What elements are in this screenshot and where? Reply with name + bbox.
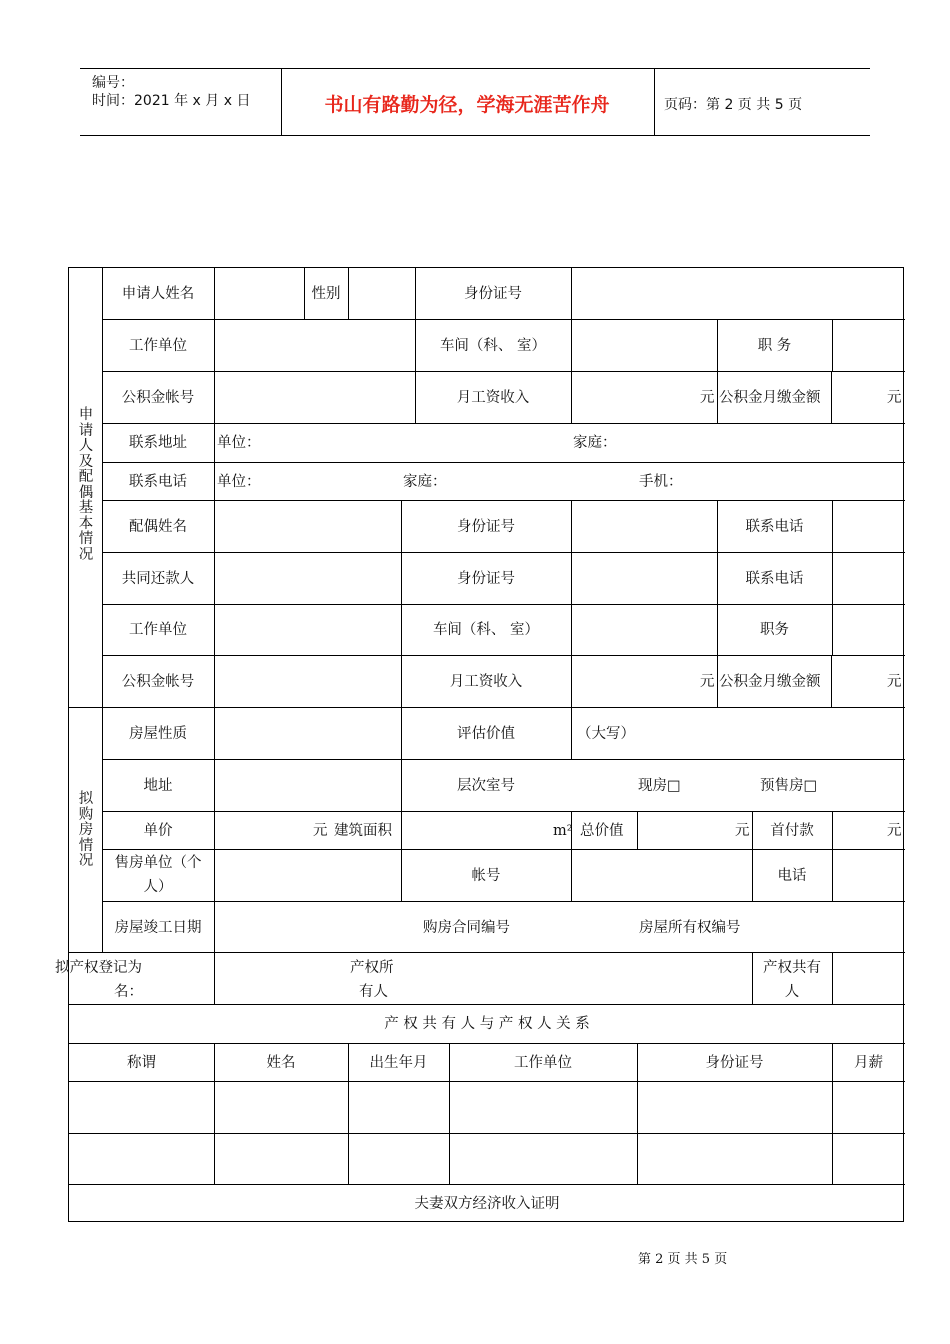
relations-title: 产 权 共 有 人 与 产 权 人 关 系 [384,1016,590,1032]
account-label: 帐号 [471,868,501,884]
workshop-label: 车间（科、 室） [439,338,547,354]
application-form [55,267,904,1222]
gender-label: 性别 [311,286,341,302]
col-title-relation: 称谓 [127,1055,156,1071]
fund-monthly-label: 公积金月缴金额 [719,390,821,406]
col-title-work-unit: 工作单位 [514,1055,572,1071]
section-house-title: 拟购房情况 [78,791,94,869]
contract-no-label: 购房合同编号 [423,920,510,936]
floor-area-label: 建筑面积 [334,823,392,839]
existing-house-checkbox[interactable]: 现房□ [638,778,681,794]
page-code: 页码：第 2 页 共 5 页 [664,97,803,113]
total-value-unit: 元 [735,823,750,839]
mobile-label: 手机： [639,474,683,490]
spouse-name-label: 配偶姓名 [129,519,187,535]
register-label-line2: 名： [114,984,143,1000]
co-repayer-label: 共同还款人 [121,571,195,587]
floor-room-label: 层次室号 [457,778,515,794]
co-fund-monthly-unit: 元 [887,674,902,690]
col-title-name: 姓名 [266,1055,296,1071]
co-fund-monthly-label: 公积金月缴金额 [719,674,821,690]
fund-account-label: 公积金帐号 [121,390,195,406]
co-work-unit-label: 工作单位 [129,622,187,638]
seller-phone-label: 电话 [777,868,807,884]
seller-label-line1: 售房单位（个 [114,855,202,871]
section-applicant-title: 申请人及配偶基本情况 [78,407,94,563]
co-monthly-salary-label: 月工资收入 [449,674,523,690]
ownership-no-label: 房屋所有权编号 [639,920,741,936]
col-title-birth: 出生年月 [369,1055,428,1071]
work-unit-label: 工作单位 [129,338,187,354]
fund-monthly-unit: 元 [887,390,902,406]
co-owner-label-line1: 产权共有 [763,960,821,976]
contact-address-label: 联系地址 [129,435,187,451]
phone-home-label: 家庭： [403,474,447,490]
down-payment-label: 首付款 [770,823,814,839]
completion-date-label: 房屋竣工日期 [114,920,202,936]
co-position-label: 职务 [760,622,789,638]
serial-label: 编号： [92,75,134,91]
house-nature-label: 房屋性质 [129,726,187,742]
co-repayer-contact-label: 联系电话 [745,571,804,587]
down-payment-unit: 元 [887,823,902,839]
owner-label-line2: 有人 [359,984,388,1000]
address-label: 地址 [143,778,173,794]
presale-house-checkbox[interactable]: 预售房□ [760,778,818,794]
co-repayer-id-label: 身份证号 [457,571,515,587]
address-home-label: 家庭： [573,435,617,451]
co-workshop-label: 车间（科、 室） [432,622,540,638]
phone-unit-label: 单位： [217,474,261,490]
spouse-contact-label: 联系电话 [745,519,804,535]
salary-unit: 元 [700,390,715,406]
motto: 书山有路勤为径，学海无涯苦作舟 [324,94,610,116]
position-label: 职 务 [757,338,792,354]
time-label: 时间：2021 年 x 月 x 日 [92,93,251,109]
spouse-id-label: 身份证号 [457,519,515,535]
total-value-label: 总价值 [580,823,624,839]
seller-label-line2: 人） [143,879,173,895]
co-owner-label-line2: 人 [784,984,800,1000]
col-title-id: 身份证号 [705,1055,764,1071]
col-title-salary: 月薪 [854,1055,883,1071]
address-unit-label: 单位： [217,435,261,451]
income-title: 夫妻双方经济收入证明 [414,1196,560,1212]
owner-label-line1: 产权所 [350,960,394,976]
appraised-value-label: 评估价值 [457,726,515,742]
unit-price-unit: 元 [313,823,328,839]
page-footer: 第 2 页 共 5 页 [638,1252,728,1267]
co-fund-account-label: 公积金帐号 [121,674,195,690]
page-header [80,68,870,136]
id-number-label: 身份证号 [464,286,522,302]
co-salary-unit: 元 [700,674,715,690]
applicant-name-label: 申请人姓名 [121,286,195,302]
floor-area-unit: m² [553,823,573,839]
register-label-line1: 拟产权登记为 [55,960,142,976]
monthly-salary-label: 月工资收入 [456,390,530,406]
capitalized-label: （大写） [577,726,635,742]
contact-phone-label: 联系电话 [129,474,187,490]
unit-price-label: 单价 [143,823,173,839]
